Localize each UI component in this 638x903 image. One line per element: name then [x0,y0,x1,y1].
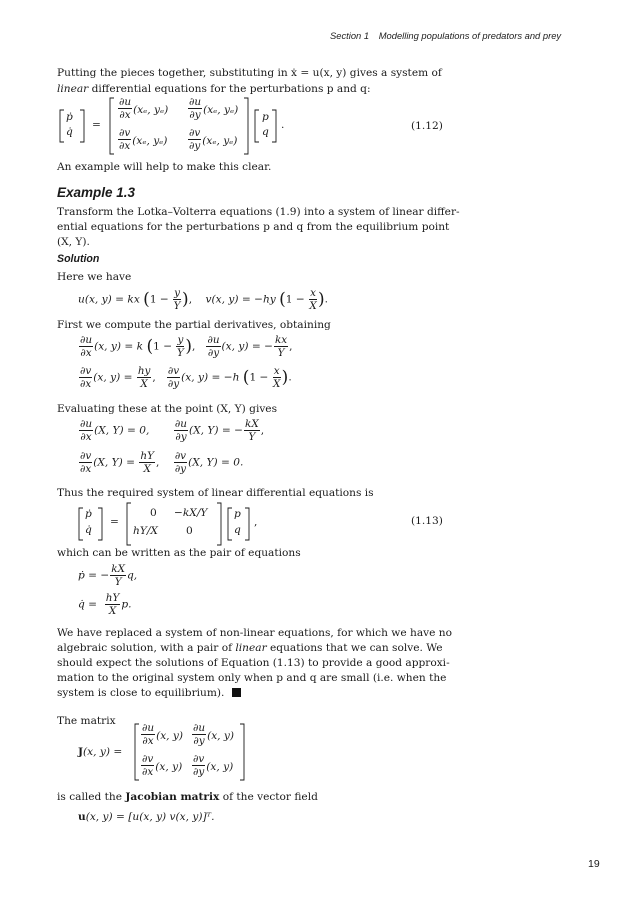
jacobian-label: J(x, y) = [78,746,123,758]
running-header [330,30,561,41]
pair-intro: which can be written as the pair of equations [57,547,301,559]
evaluating: Evaluating these at the point (X, Y) gives [57,403,278,415]
eq12-q: q [262,126,269,138]
para2: An example will help to make this clear. [57,161,272,173]
vector-field: u(x, y) = [u(x, y) v(x, y)]ᵀ. [78,811,215,823]
first-compute: First we compute the partial derivatives, obtaining [57,319,331,331]
qdot-eq: q̇ = $\frac{hY}{X}$ p. [78,592,132,617]
header-title: Modelling populations of predators and prey [378,30,562,41]
page-number: 19 [588,858,600,870]
example-heading: Example 1.3 [57,185,136,200]
eq12-tag: (1.12) [411,120,443,132]
eq12-qdot: q̇ [66,126,73,138]
v-def: v(x, y) = −hy [205,293,276,306]
end-of-solution-icon [232,688,241,697]
para1-italic: linear [57,83,89,95]
partials-row2: $\frac{\partial v}{\partial x}$ (x, y) = $\frac{hy}{X}$ , $\frac{\partial v}{\partial y}$ (x, y) = −h (1 − $\frac{x}{X}$ ). [80,365,292,390]
eq12-m12: $\frac{\partial u}{\partial y}$ (xₑ, yₑ) [189,96,239,121]
equation-1-13: ṗ q̇ = 0 −kX/Y hY/X 0 p q , [78,503,318,547]
jacobian-called: is called the Jacobian matrix of the vector field [57,791,318,803]
u-def: u(x, y) = kx [78,293,140,306]
jacobian-matrix: J(x, y) = $\frac{\partial u}{\partial x}$ (x, y) $\frac{\partial u}{\partial y}$ (x, y) $\frac{\partial v}{\partial x}$ (x, y) $\frac{\partial v}{\partial y}$ (x, y) [78,722,278,784]
solution-heading: Solution [57,253,100,265]
replaced-line4: mation to the original system only when p and q are small (i.e. when the [57,672,447,684]
para1-line1: Putting the pieces together, substituting in ẋ = u(x, y) gives a system of [57,67,442,79]
here-we-have: Here we have [57,271,132,283]
eq13-m12: −kX/Y [174,507,208,519]
header-section: Section 1 [330,30,370,41]
eq13-m21: hY/X [133,525,158,537]
replaced-line5: system is close to equilibrium). [57,686,241,701]
equation-1-12: ṗ q̇ = $\frac{\partial u}{\partial x}$ (xₑ, yₑ) $\frac{\partial u}{\partial y}$ (xₑ, yₑ) $\frac{\partial v}{\partial x}$ (xₑ, yₑ) $\frac{\partial v}{\partial y}$ (xₑ, yₑ) p q . [57,96,457,156]
matrix-intro: The matrix [57,715,116,727]
example-line3: (X, Y). [57,236,90,248]
para1-line2 [57,82,371,97]
uv-definitions: u(x, y) = kx (1 − $\frac{y}{Y}$ ), v(x, y) = −hy (1 − $\frac{x}{X}$ ). [78,287,329,312]
pdot-eq: ṗ = − $\frac{kX}{Y}$ q, [78,563,138,588]
example-line1: Transform the Lotka–Volterra equations (1.9) into a system of linear differ- [57,206,460,218]
eq12-pdot: ṗ [66,111,73,123]
replaced-line3: should expect the solutions of Equation (1.13) to provide a good approxi- [57,657,450,669]
replaced-line1: We have replaced a system of non-linear equations, for which we have no [57,627,452,639]
thus: Thus the required system of linear differential equations is [57,487,374,499]
eq12-m11: $\frac{\partial u}{\partial x}$ (xₑ, yₑ) [119,96,169,121]
replaced-line2: algebraic solution, with a pair of linear equations that we can solve. We [57,642,443,654]
eq12-m22: $\frac{\partial v}{\partial y}$ (xₑ, yₑ) [189,127,238,152]
example-line2: ential equations for the perturbations p and q from the equilibrium point [57,221,450,233]
eq13-tag: (1.13) [411,515,443,527]
eq12-m21: $\frac{\partial v}{\partial x}$ (xₑ, yₑ) [119,127,168,152]
eq13-m11: 0 [150,507,157,519]
eq13-m22: 0 [186,525,193,537]
eq12-p: p [262,111,269,123]
evaluated-row1: $\frac{\partial u}{\partial x}$ (X, Y) = 0, $\frac{\partial u}{\partial y}$ (X, Y) = − $\frac{kX}{Y}$ , [80,418,265,443]
para1-rest: differential equations for the perturbations p and q: [88,83,371,95]
eq12-equals: = [92,119,101,131]
partials-row1: $\frac{\partial u}{\partial x}$ (x, y) = k (1 − $\frac{y}{Y}$ ), $\frac{\partial u}{\partial y}$ (x, y) = − $\frac{kx}{Y}$ , [80,334,293,359]
jacobian-term: Jacobian matrix [125,791,220,803]
evaluated-row2: $\frac{\partial v}{\partial x}$ (X, Y) = $\frac{hY}{X}$ , $\frac{\partial v}{\partial y}$ (X, Y) = 0. [80,450,244,475]
